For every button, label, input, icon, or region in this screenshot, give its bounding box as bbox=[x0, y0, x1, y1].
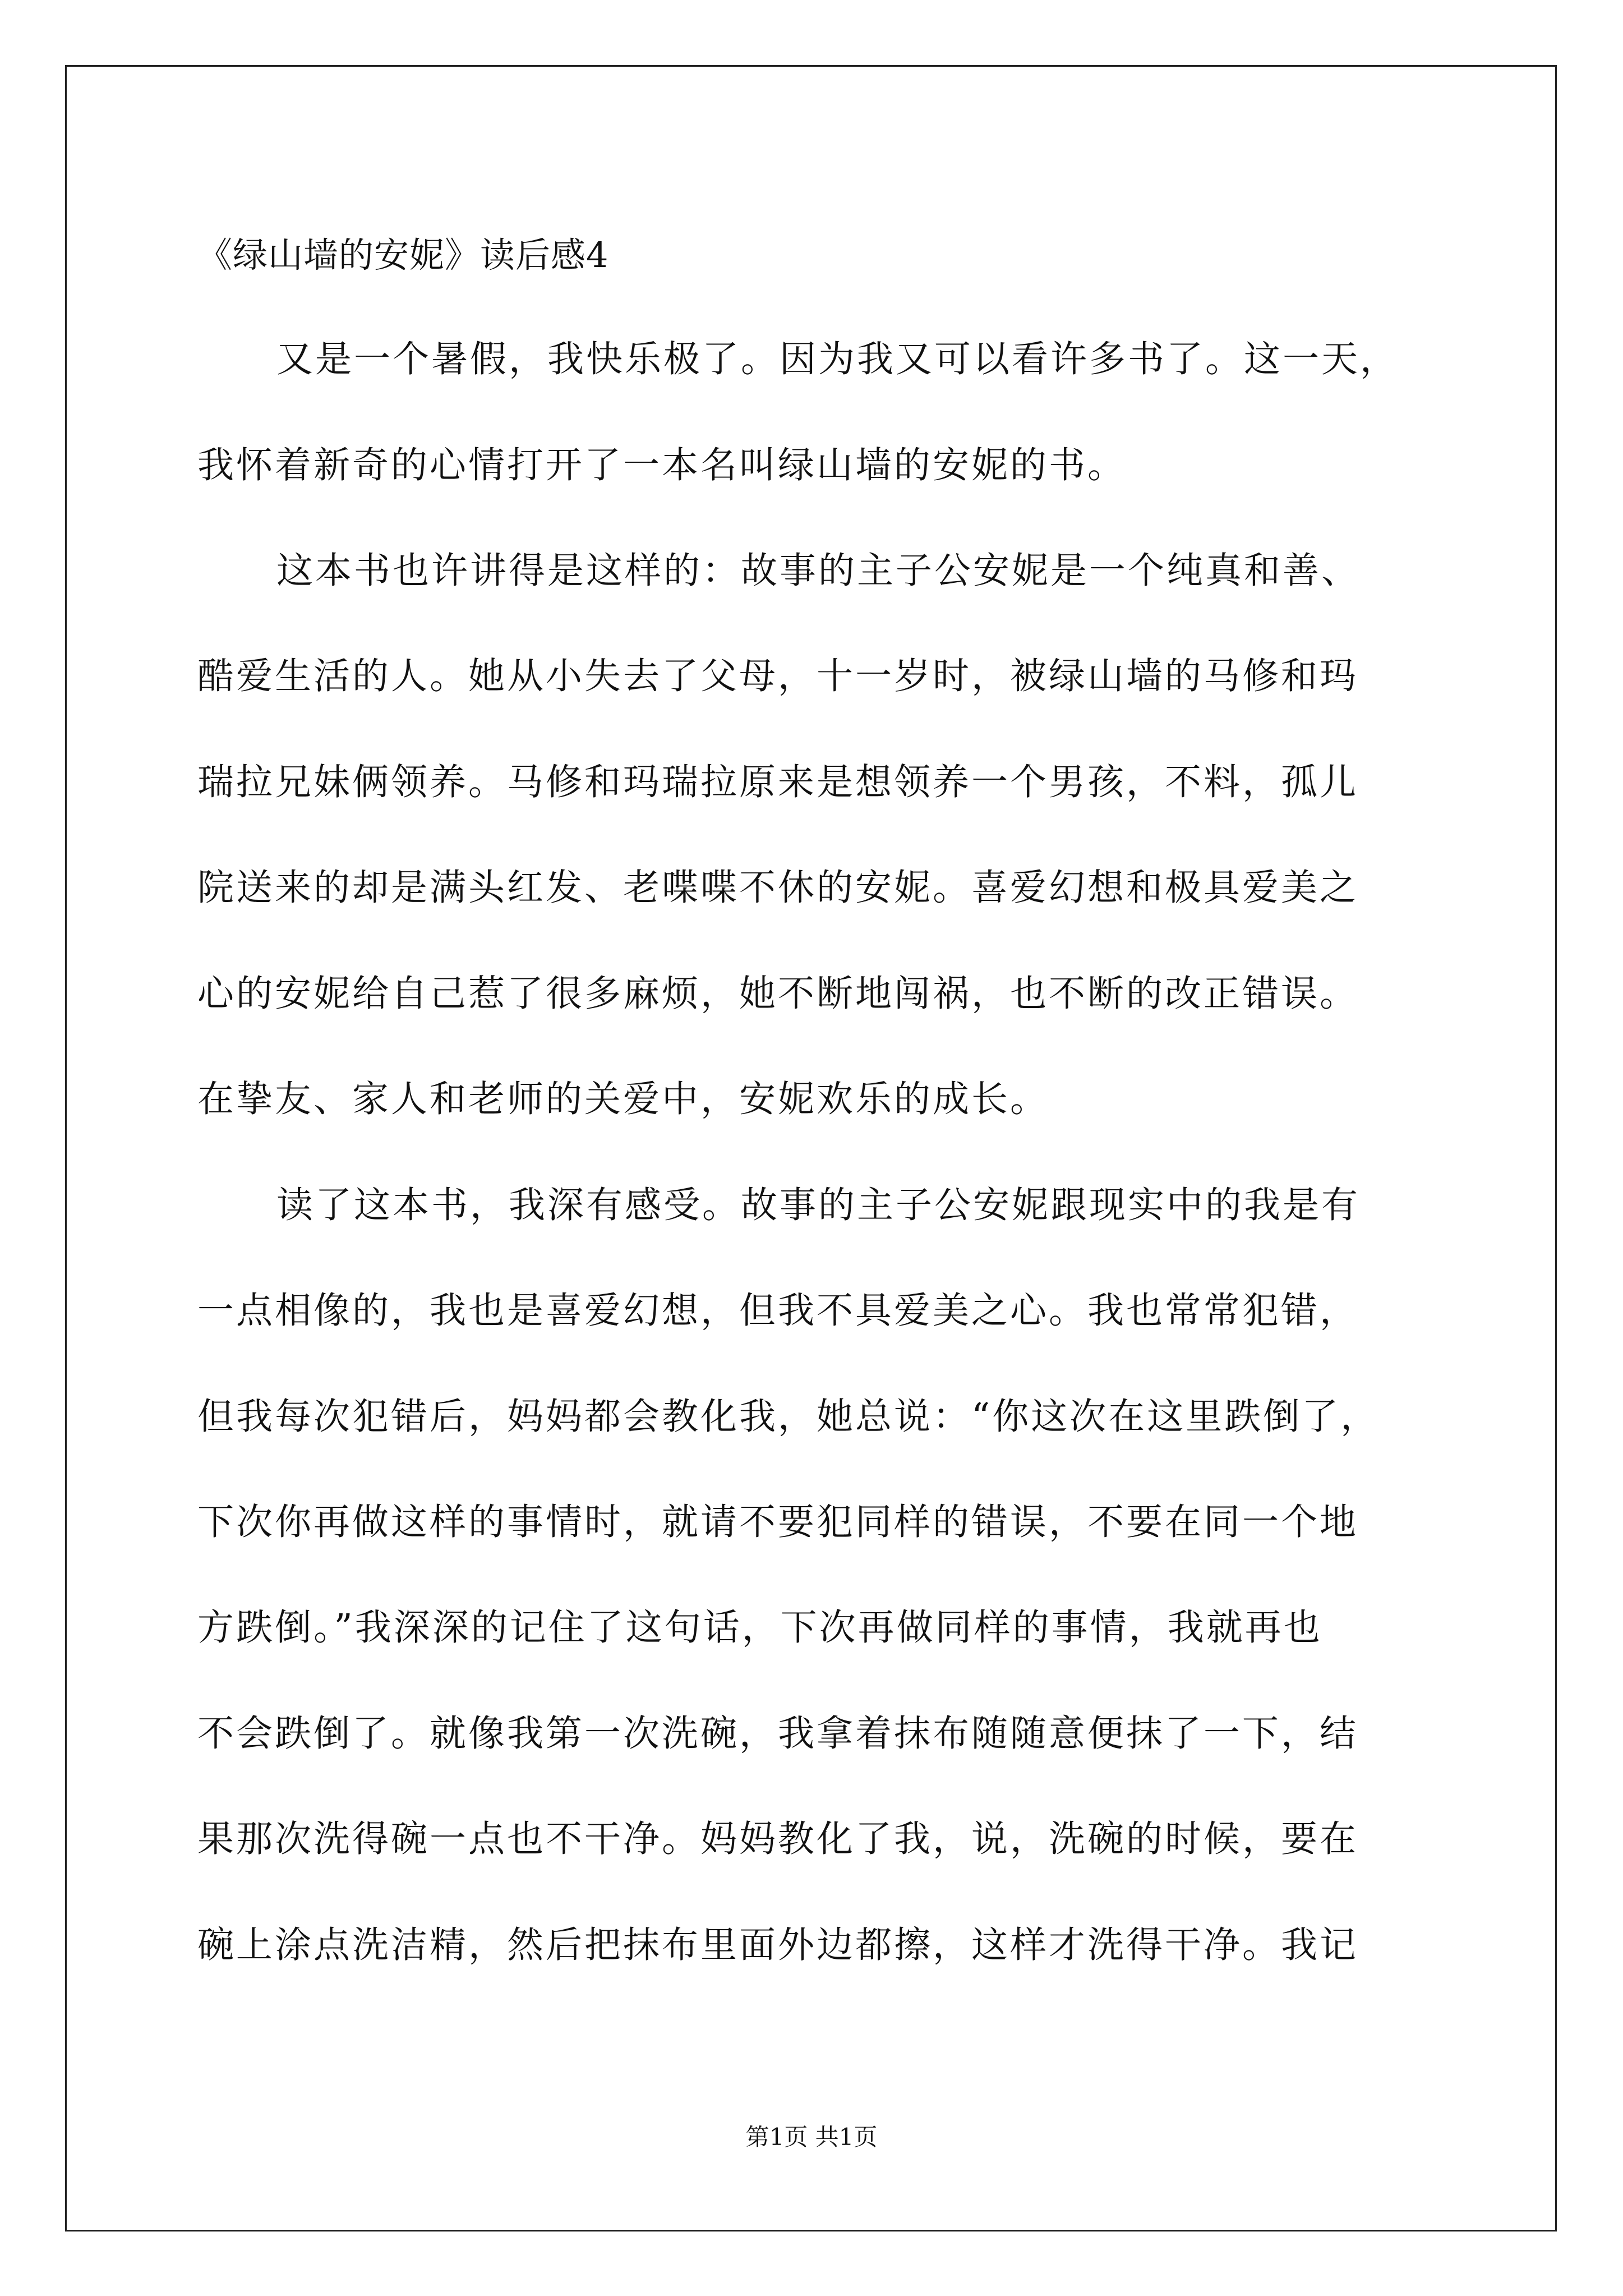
paragraph-3-line-3: 但我每次犯错后，妈妈都会教化我，她总说：“你这次在这里跌倒了， bbox=[197, 1396, 1380, 1438]
paragraph-3-line-4: 下次你再做这样的事情时，就请不要犯同样的错误，不要在同一个地 bbox=[197, 1501, 1359, 1543]
paragraph-1-line-2: 我怀着新奇的心情打开了一本名叫绿山墙的安妮的书。 bbox=[197, 444, 1127, 486]
paragraph-3-line-6: 不会跌倒了。就像我第一次洗碗，我拿着抹布随随意便抹了一下，结 bbox=[197, 1713, 1359, 1755]
page-number: 第1页 共1页 bbox=[745, 2123, 878, 2151]
paragraph-3-line-2: 一点相像的，我也是喜爱幻想，但我不具爱美之心。我也常常犯错， bbox=[197, 1290, 1359, 1332]
paragraph-2-line-2: 酷爱生活的人。她从小失去了父母，十一岁时，被绿山墙的马修和玛 bbox=[197, 655, 1359, 697]
paragraph-2-line-4: 院送来的却是满头红发、老喋喋不休的安妮。喜爱幻想和极具爱美之 bbox=[197, 867, 1359, 909]
paragraph-2-line-1: 这本书也许讲得是这样的：故事的主子公安妮是一个纯真和善、 bbox=[276, 550, 1361, 592]
paragraph-1-line-1: 又是一个暑假，我快乐极了。因为我又可以看许多书了。这一天， bbox=[276, 338, 1399, 380]
paragraph-2-line-6: 在挚友、家人和老师的关爱中，安妮欢乐的成长。 bbox=[197, 1078, 1049, 1120]
paragraph-2-line-5: 心的安妮给自己惹了很多麻烦，她不断地闯祸，也不断的改正错误。 bbox=[197, 973, 1359, 1015]
paragraph-3-line-7: 果那次洗得碗一点也不干净。妈妈教化了我，说，洗碗的时候，要在 bbox=[197, 1818, 1359, 1860]
paragraph-3-line-8: 碗上涂点洗洁精，然后把抹布里面外边都擦，这样才洗得干净。我记 bbox=[197, 1924, 1359, 1966]
paragraph-3-line-5: 方跌倒。”我深深的记住了这句话，下次再做同样的事情，我就再也 bbox=[197, 1607, 1322, 1649]
paragraph-2-line-3: 瑞拉兄妹俩领养。马修和玛瑞拉原来是想领养一个男孩，不料，孤儿 bbox=[197, 761, 1359, 803]
paragraph-3-line-1: 读了这本书，我深有感受。故事的主子公安妮跟现实中的我是有 bbox=[276, 1184, 1361, 1226]
document-title: 《绿山墙的安妮》读后感4 bbox=[197, 234, 609, 275]
